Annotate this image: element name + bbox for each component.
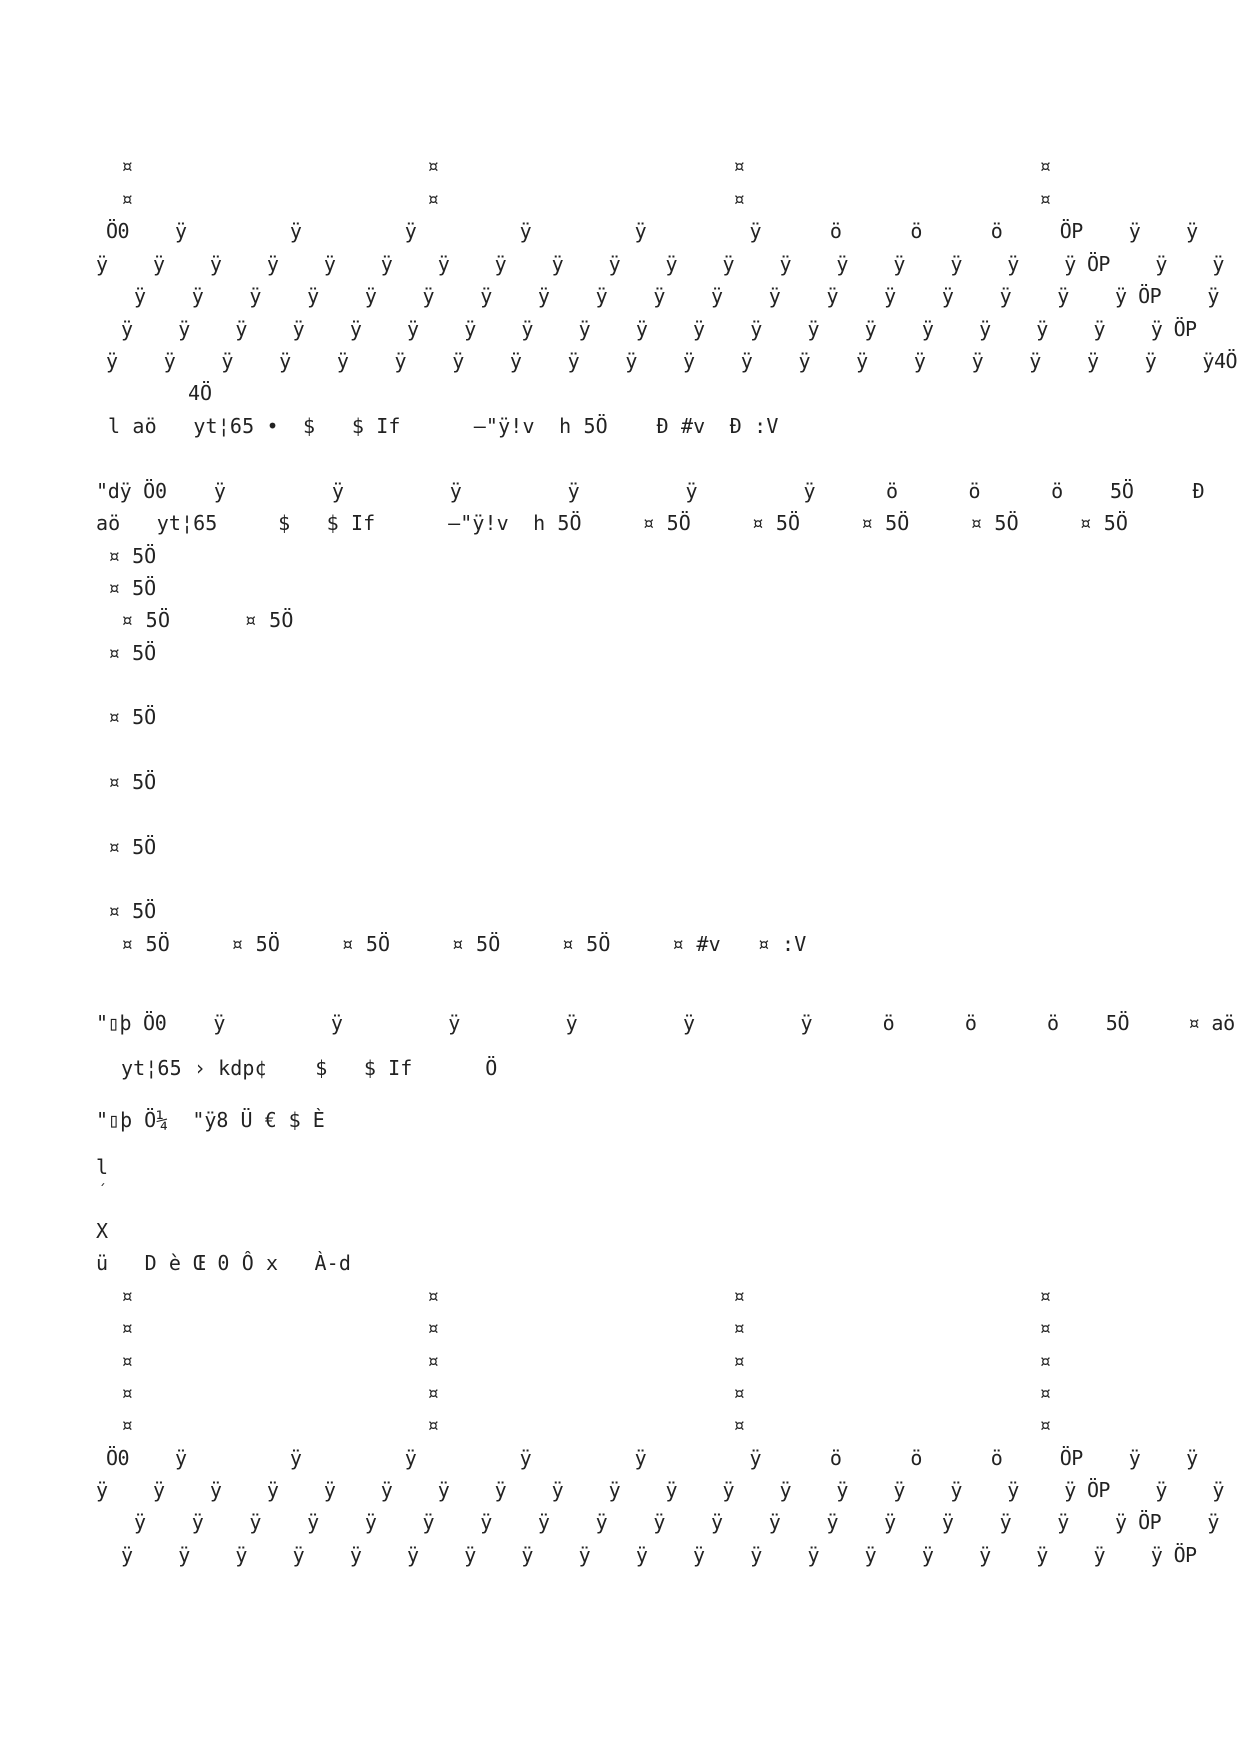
- text-line: ÿ ÿ ÿ ÿ ÿ ÿ ÿ ÿ ÿ ÿ ÿ ÿ ÿ ÿ ÿ ÿ ÿ ÿ ÖP ÿ ÿ: [96, 1478, 1224, 1502]
- text-line: ¤ 5Ö: [108, 835, 157, 859]
- text-line: ¤ ¤ ¤ ¤: [121, 1413, 1052, 1437]
- text-line: 4Ö: [188, 381, 213, 405]
- text-line: aö yt¦65 $ $ If –"ÿ!v h 5Ö ¤ 5Ö ¤ 5Ö ¤ 5Ö ¤ 5Ö ¤ 5Ö: [96, 511, 1128, 535]
- text-line: ¤ ¤ ¤ ¤: [121, 1316, 1052, 1340]
- text-line: ¤ 5Ö: [108, 705, 157, 729]
- text-line: ¤ ¤ ¤ ¤: [121, 1381, 1052, 1405]
- text-line: ¤ 5Ö: [108, 641, 157, 665]
- text-line: l: [96, 1155, 109, 1179]
- text-line: l aö yt¦65 • $ $ If –"ÿ!v h 5Ö Ð #v Ð :V: [108, 414, 779, 438]
- text-line: Ö0 ÿ ÿ ÿ ÿ ÿ ÿ ö ö ö ÖP ÿ ÿ: [106, 219, 1198, 243]
- text-line: ÿ ÿ ÿ ÿ ÿ ÿ ÿ ÿ ÿ ÿ ÿ ÿ ÿ ÿ ÿ ÿ ÿ ÿ ÿ ÿ4Ö: [106, 349, 1238, 373]
- text-line: "▯þ Ö¼ "ÿ8 Ü € $ È: [96, 1108, 325, 1132]
- text-line: ¤ 5Ö ¤ 5Ö ¤ 5Ö ¤ 5Ö ¤ 5Ö ¤ #v ¤ :V: [121, 932, 807, 956]
- text-line: ü D è Œ 0 Ô x À-d: [96, 1251, 351, 1275]
- text-line: ¤ ¤ ¤ ¤: [121, 1349, 1052, 1373]
- text-line: "dÿ Ö0 ÿ ÿ ÿ ÿ ÿ ÿ ö ö ö 5Ö Ð: [96, 479, 1205, 503]
- text-line: yt¦65 › kdp¢ $ $ If Ö: [121, 1056, 498, 1080]
- text-line: X: [96, 1219, 109, 1243]
- text-line: ÿ ÿ ÿ ÿ ÿ ÿ ÿ ÿ ÿ ÿ ÿ ÿ ÿ ÿ ÿ ÿ ÿ ÿ ÿ ÖP: [121, 317, 1197, 341]
- text-line: ¤ ¤ ¤ ¤: [121, 187, 1052, 211]
- text-line: ÿ ÿ ÿ ÿ ÿ ÿ ÿ ÿ ÿ ÿ ÿ ÿ ÿ ÿ ÿ ÿ ÿ ÿ ÿ ÖP: [121, 1543, 1197, 1567]
- text-line: ¤ 5Ö: [108, 544, 157, 568]
- text-line: ÿ ÿ ÿ ÿ ÿ ÿ ÿ ÿ ÿ ÿ ÿ ÿ ÿ ÿ ÿ ÿ ÿ ÿ ÖP ÿ: [134, 1510, 1219, 1534]
- text-line: ¤ 5Ö: [108, 576, 157, 600]
- text-line: ´: [98, 1183, 107, 1199]
- text-line: Ö0 ÿ ÿ ÿ ÿ ÿ ÿ ö ö ö ÖP ÿ ÿ: [106, 1446, 1198, 1470]
- text-line: ¤ ¤ ¤ ¤: [121, 1284, 1052, 1308]
- text-line: ÿ ÿ ÿ ÿ ÿ ÿ ÿ ÿ ÿ ÿ ÿ ÿ ÿ ÿ ÿ ÿ ÿ ÿ ÖP ÿ ÿ: [96, 252, 1224, 276]
- text-line: ÿ ÿ ÿ ÿ ÿ ÿ ÿ ÿ ÿ ÿ ÿ ÿ ÿ ÿ ÿ ÿ ÿ ÿ ÖP ÿ: [134, 284, 1219, 308]
- text-line: ¤ 5Ö: [108, 899, 157, 923]
- text-line: ¤ 5Ö: [108, 770, 157, 794]
- text-line: "▯þ Ö0 ÿ ÿ ÿ ÿ ÿ ÿ ö ö ö 5Ö ¤ aö: [96, 1011, 1235, 1035]
- text-line: ¤ ¤ ¤ ¤: [121, 154, 1052, 178]
- text-line: ¤ 5Ö ¤ 5Ö: [121, 608, 294, 632]
